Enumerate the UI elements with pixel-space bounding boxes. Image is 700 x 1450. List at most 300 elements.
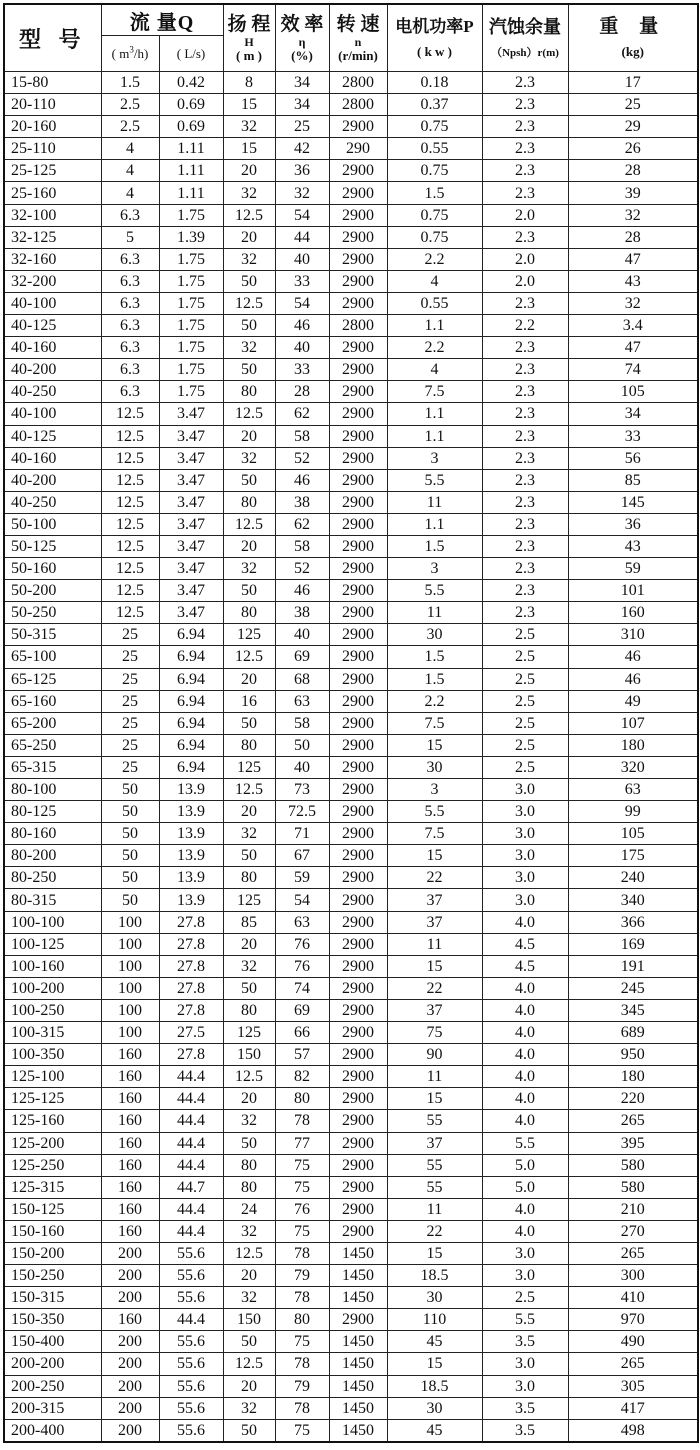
cell-model: 100-250	[4, 999, 101, 1021]
cell-flow-m3h: 6.3	[101, 359, 159, 381]
header-power-label: 电机功率P	[395, 17, 474, 36]
cell-model: 40-200	[4, 359, 101, 381]
cell-npsh: 5.0	[482, 1176, 568, 1198]
cell-efficiency: 62	[275, 513, 329, 535]
cell-weight: 46	[568, 646, 698, 668]
cell-flow-ls: 6.94	[159, 756, 223, 778]
cell-head: 15	[223, 94, 275, 116]
cell-power: 110	[387, 1309, 482, 1331]
cell-flow-ls: 3.47	[159, 425, 223, 447]
cell-model: 100-200	[4, 977, 101, 999]
cell-speed: 2900	[329, 535, 387, 557]
cell-head: 50	[223, 977, 275, 999]
header-model: 型 号	[4, 4, 101, 72]
cell-speed: 2900	[329, 801, 387, 823]
cell-weight: 210	[568, 1198, 698, 1220]
table-row	[4, 933, 698, 955]
cell-efficiency: 78	[275, 1287, 329, 1309]
cell-efficiency: 52	[275, 447, 329, 469]
cell-weight: 265	[568, 1242, 698, 1264]
header-efficiency-unit: (%)	[291, 48, 313, 63]
cell-flow-m3h: 12.5	[101, 558, 159, 580]
cell-npsh: 3.0	[482, 1242, 568, 1264]
cell-power: 45	[387, 1331, 482, 1353]
cell-weight: 490	[568, 1331, 698, 1353]
cell-flow-ls: 0.69	[159, 94, 223, 116]
cell-head: 80	[223, 1154, 275, 1176]
cell-model: 50-200	[4, 580, 101, 602]
cell-head: 80	[223, 491, 275, 513]
header-npsh-unit: （Npsh）r(m)	[491, 47, 559, 59]
header-head-label: 扬 程	[227, 14, 271, 35]
cell-head: 50	[223, 1132, 275, 1154]
header-efficiency-units	[276, 36, 329, 62]
cell-flow-m3h: 160	[101, 1110, 159, 1132]
cell-head: 150	[223, 1044, 275, 1066]
table-row	[4, 270, 698, 292]
cell-flow-m3h: 160	[101, 1176, 159, 1198]
cell-efficiency: 40	[275, 756, 329, 778]
cell-weight: 26	[568, 138, 698, 160]
cell-model: 125-200	[4, 1132, 101, 1154]
cell-flow-m3h: 5	[101, 226, 159, 248]
cell-weight: 191	[568, 955, 698, 977]
cell-model: 50-100	[4, 513, 101, 535]
cell-speed: 2900	[329, 823, 387, 845]
cell-npsh: 4.0	[482, 1066, 568, 1088]
cell-model: 65-315	[4, 756, 101, 778]
cell-model: 40-200	[4, 469, 101, 491]
cell-model: 100-315	[4, 1022, 101, 1044]
cell-flow-ls: 13.9	[159, 867, 223, 889]
table-row	[4, 734, 698, 756]
cell-flow-ls: 6.94	[159, 624, 223, 646]
cell-efficiency: 40	[275, 248, 329, 270]
cell-head: 15	[223, 138, 275, 160]
table-row	[4, 1331, 698, 1353]
cell-weight: 59	[568, 558, 698, 580]
cell-weight: 3.4	[568, 315, 698, 337]
cell-head: 80	[223, 999, 275, 1021]
header-efficiency-symbol: η	[298, 35, 306, 49]
cell-head: 12.5	[223, 204, 275, 226]
cell-flow-ls: 1.11	[159, 138, 223, 160]
cell-model: 125-125	[4, 1088, 101, 1110]
cell-flow-m3h: 200	[101, 1331, 159, 1353]
cell-weight: 180	[568, 734, 698, 756]
cell-model: 150-200	[4, 1242, 101, 1264]
cell-speed: 2900	[329, 1022, 387, 1044]
cell-weight: 28	[568, 226, 698, 248]
cell-head: 50	[223, 315, 275, 337]
cell-model: 40-100	[4, 292, 101, 314]
cell-power: 3	[387, 558, 482, 580]
cell-flow-m3h: 6.3	[101, 248, 159, 270]
cell-flow-ls: 3.47	[159, 513, 223, 535]
cell-weight: 49	[568, 690, 698, 712]
cell-npsh: 2.3	[482, 491, 568, 513]
cell-power: 15	[387, 1242, 482, 1264]
cell-power: 22	[387, 977, 482, 999]
cell-flow-m3h: 6.3	[101, 381, 159, 403]
table-row	[4, 116, 698, 138]
cell-efficiency: 82	[275, 1066, 329, 1088]
cell-flow-m3h: 200	[101, 1265, 159, 1287]
cell-head: 80	[223, 602, 275, 624]
cell-npsh: 2.3	[482, 94, 568, 116]
cell-npsh: 2.5	[482, 756, 568, 778]
cell-npsh: 2.3	[482, 292, 568, 314]
cell-flow-ls: 1.75	[159, 248, 223, 270]
cell-power: 55	[387, 1110, 482, 1132]
cell-weight: 180	[568, 1066, 698, 1088]
cell-model: 32-100	[4, 204, 101, 226]
cell-efficiency: 75	[275, 1220, 329, 1242]
table-row	[4, 712, 698, 734]
cell-npsh: 5.0	[482, 1154, 568, 1176]
cell-npsh: 2.3	[482, 513, 568, 535]
cell-npsh: 3.0	[482, 779, 568, 801]
cell-flow-ls: 3.47	[159, 602, 223, 624]
cell-weight: 17	[568, 72, 698, 94]
cell-weight: 63	[568, 779, 698, 801]
cell-power: 5.5	[387, 580, 482, 602]
cell-speed: 1450	[329, 1353, 387, 1375]
cell-npsh: 2.3	[482, 381, 568, 403]
cell-head: 12.5	[223, 403, 275, 425]
cell-npsh: 2.2	[482, 315, 568, 337]
cell-power: 30	[387, 1287, 482, 1309]
header-speed-label: 转 速	[336, 14, 380, 35]
cell-weight: 240	[568, 867, 698, 889]
cell-flow-m3h: 12.5	[101, 447, 159, 469]
cell-npsh: 2.3	[482, 116, 568, 138]
cell-model: 150-125	[4, 1198, 101, 1220]
cell-flow-ls: 6.94	[159, 712, 223, 734]
cell-npsh: 4.0	[482, 977, 568, 999]
cell-flow-ls: 3.47	[159, 447, 223, 469]
cell-head: 20	[223, 160, 275, 182]
cell-npsh: 2.3	[482, 447, 568, 469]
cell-npsh: 2.3	[482, 403, 568, 425]
cell-flow-m3h: 4	[101, 160, 159, 182]
cell-flow-ls: 55.6	[159, 1375, 223, 1397]
cell-power: 1.5	[387, 646, 482, 668]
cell-npsh: 5.5	[482, 1132, 568, 1154]
header-power	[387, 4, 482, 72]
cell-efficiency: 63	[275, 911, 329, 933]
cell-speed: 1450	[329, 1331, 387, 1353]
cell-speed: 2900	[329, 911, 387, 933]
table-row	[4, 889, 698, 911]
cell-speed: 2900	[329, 1309, 387, 1331]
cell-speed: 2900	[329, 867, 387, 889]
cell-head: 8	[223, 72, 275, 94]
cell-speed: 2900	[329, 116, 387, 138]
cell-speed: 2900	[329, 491, 387, 513]
cell-head: 16	[223, 690, 275, 712]
cell-efficiency: 57	[275, 1044, 329, 1066]
cell-flow-m3h: 200	[101, 1375, 159, 1397]
header-weight	[568, 4, 698, 72]
cell-power: 55	[387, 1154, 482, 1176]
cell-speed: 2900	[329, 668, 387, 690]
cell-model: 40-125	[4, 315, 101, 337]
cell-npsh: 4.0	[482, 1110, 568, 1132]
table-row	[4, 1066, 698, 1088]
header-weight-unit: (kg)	[621, 44, 644, 59]
cell-head: 32	[223, 1220, 275, 1242]
header-speed	[329, 4, 387, 72]
cell-speed: 2900	[329, 712, 387, 734]
table-row	[4, 359, 698, 381]
cell-flow-m3h: 100	[101, 955, 159, 977]
cell-efficiency: 54	[275, 204, 329, 226]
cell-power: 55	[387, 1176, 482, 1198]
cell-flow-m3h: 200	[101, 1397, 159, 1419]
cell-head: 20	[223, 668, 275, 690]
cell-weight: 265	[568, 1353, 698, 1375]
cell-power: 11	[387, 1198, 482, 1220]
cell-weight: 580	[568, 1154, 698, 1176]
cell-power: 30	[387, 756, 482, 778]
cell-weight: 47	[568, 248, 698, 270]
cell-head: 85	[223, 911, 275, 933]
cell-flow-m3h: 6.3	[101, 204, 159, 226]
cell-weight: 417	[568, 1397, 698, 1419]
cell-flow-ls: 55.6	[159, 1287, 223, 1309]
cell-power: 3	[387, 447, 482, 469]
cell-efficiency: 33	[275, 359, 329, 381]
cell-flow-m3h: 100	[101, 999, 159, 1021]
cell-model: 40-125	[4, 425, 101, 447]
cell-npsh: 2.3	[482, 182, 568, 204]
cell-model: 150-350	[4, 1309, 101, 1331]
cell-npsh: 4.0	[482, 999, 568, 1021]
cell-power: 15	[387, 1088, 482, 1110]
cell-power: 75	[387, 1022, 482, 1044]
cell-head: 32	[223, 1287, 275, 1309]
cell-flow-m3h: 2.5	[101, 94, 159, 116]
cell-head: 32	[223, 1110, 275, 1132]
cell-npsh: 2.3	[482, 535, 568, 557]
cell-speed: 2900	[329, 204, 387, 226]
cell-flow-m3h: 50	[101, 779, 159, 801]
cell-flow-ls: 1.39	[159, 226, 223, 248]
cell-weight: 32	[568, 292, 698, 314]
cell-model: 20-110	[4, 94, 101, 116]
cell-weight: 101	[568, 580, 698, 602]
cell-efficiency: 54	[275, 292, 329, 314]
header-efficiency-label: 效 率	[280, 14, 324, 35]
cell-flow-m3h: 160	[101, 1309, 159, 1331]
cell-power: 15	[387, 734, 482, 756]
cell-speed: 2900	[329, 1110, 387, 1132]
cell-weight: 366	[568, 911, 698, 933]
cell-model: 20-160	[4, 116, 101, 138]
cell-head: 80	[223, 1176, 275, 1198]
cell-efficiency: 76	[275, 955, 329, 977]
cell-weight: 220	[568, 1088, 698, 1110]
table-row	[4, 1088, 698, 1110]
table-row	[4, 403, 698, 425]
cell-speed: 2900	[329, 160, 387, 182]
header-power-unit: ( k w )	[416, 44, 453, 59]
cell-weight: 245	[568, 977, 698, 999]
cell-flow-m3h: 50	[101, 823, 159, 845]
cell-flow-m3h: 50	[101, 801, 159, 823]
cell-head: 20	[223, 1088, 275, 1110]
cell-model: 150-160	[4, 1220, 101, 1242]
cell-flow-m3h: 12.5	[101, 513, 159, 535]
cell-flow-m3h: 50	[101, 867, 159, 889]
cell-efficiency: 66	[275, 1022, 329, 1044]
cell-weight: 34	[568, 403, 698, 425]
cell-head: 12.5	[223, 1066, 275, 1088]
cell-efficiency: 76	[275, 933, 329, 955]
cell-model: 32-125	[4, 226, 101, 248]
cell-power: 7.5	[387, 712, 482, 734]
cell-power: 1.5	[387, 182, 482, 204]
cell-power: 15	[387, 955, 482, 977]
cell-npsh: 3.0	[482, 823, 568, 845]
cell-weight: 498	[568, 1419, 698, 1442]
cell-npsh: 2.3	[482, 602, 568, 624]
table-row	[4, 558, 698, 580]
cell-power: 2.2	[387, 248, 482, 270]
table-row	[4, 646, 698, 668]
cell-speed: 2900	[329, 602, 387, 624]
cell-speed: 2900	[329, 1132, 387, 1154]
cell-speed: 2900	[329, 1044, 387, 1066]
cell-head: 32	[223, 337, 275, 359]
cell-model: 100-100	[4, 911, 101, 933]
header-head-unit: ( m )	[236, 48, 262, 63]
cell-flow-m3h: 160	[101, 1220, 159, 1242]
cell-efficiency: 34	[275, 94, 329, 116]
header-speed-symbol: n	[354, 35, 362, 49]
cell-speed: 2900	[329, 889, 387, 911]
cell-npsh: 2.3	[482, 469, 568, 491]
cell-efficiency: 68	[275, 668, 329, 690]
table-row	[4, 756, 698, 778]
cell-head: 32	[223, 182, 275, 204]
cell-efficiency: 58	[275, 535, 329, 557]
cell-head: 32	[223, 447, 275, 469]
cell-flow-ls: 1.11	[159, 160, 223, 182]
cell-flow-ls: 6.94	[159, 690, 223, 712]
cell-speed: 2900	[329, 513, 387, 535]
cell-flow-ls: 44.4	[159, 1088, 223, 1110]
cell-head: 12.5	[223, 292, 275, 314]
cell-power: 0.75	[387, 160, 482, 182]
cell-flow-ls: 1.75	[159, 381, 223, 403]
header-npsh-label: 汽蚀余量	[489, 17, 561, 37]
cell-efficiency: 62	[275, 403, 329, 425]
cell-efficiency: 42	[275, 138, 329, 160]
cell-head: 20	[223, 801, 275, 823]
cell-model: 80-160	[4, 823, 101, 845]
cell-speed: 2900	[329, 425, 387, 447]
cell-efficiency: 67	[275, 845, 329, 867]
cell-model: 32-160	[4, 248, 101, 270]
cell-npsh: 3.0	[482, 801, 568, 823]
table-row	[4, 779, 698, 801]
cell-speed: 2900	[329, 977, 387, 999]
cell-head: 50	[223, 845, 275, 867]
cell-efficiency: 72.5	[275, 801, 329, 823]
cell-weight: 43	[568, 270, 698, 292]
cell-npsh: 3.0	[482, 845, 568, 867]
cell-flow-m3h: 25	[101, 756, 159, 778]
cell-head: 32	[223, 955, 275, 977]
cell-flow-ls: 27.8	[159, 955, 223, 977]
cell-weight: 32	[568, 204, 698, 226]
cell-flow-ls: 44.4	[159, 1309, 223, 1331]
cell-model: 150-250	[4, 1265, 101, 1287]
table-row	[4, 447, 698, 469]
cell-model: 40-250	[4, 491, 101, 513]
cell-flow-ls: 6.94	[159, 668, 223, 690]
cell-flow-ls: 1.75	[159, 315, 223, 337]
cell-weight: 175	[568, 845, 698, 867]
cell-speed: 2900	[329, 955, 387, 977]
cell-model: 65-125	[4, 668, 101, 690]
cell-model: 65-160	[4, 690, 101, 712]
cell-efficiency: 80	[275, 1088, 329, 1110]
table-row	[4, 668, 698, 690]
cell-weight: 28	[568, 160, 698, 182]
cell-flow-ls: 13.9	[159, 823, 223, 845]
cell-weight: 345	[568, 999, 698, 1021]
header-npsh	[482, 4, 568, 72]
cell-speed: 2900	[329, 359, 387, 381]
cell-power: 4	[387, 270, 482, 292]
cell-head: 32	[223, 116, 275, 138]
cell-efficiency: 32	[275, 182, 329, 204]
cell-flow-m3h: 12.5	[101, 491, 159, 513]
cell-efficiency: 25	[275, 116, 329, 138]
cell-model: 200-315	[4, 1397, 101, 1419]
cell-npsh: 2.5	[482, 734, 568, 756]
cell-head: 50	[223, 1331, 275, 1353]
cell-weight: 25	[568, 94, 698, 116]
cell-flow-ls: 1.75	[159, 337, 223, 359]
cell-flow-m3h: 50	[101, 889, 159, 911]
cell-speed: 2900	[329, 1066, 387, 1088]
cell-flow-m3h: 100	[101, 933, 159, 955]
cell-speed: 1450	[329, 1287, 387, 1309]
cell-speed: 1450	[329, 1419, 387, 1442]
cell-speed: 2900	[329, 646, 387, 668]
table-row	[4, 624, 698, 646]
cell-flow-m3h: 100	[101, 977, 159, 999]
cell-power: 37	[387, 889, 482, 911]
cell-npsh: 4.5	[482, 933, 568, 955]
cell-npsh: 3.0	[482, 1265, 568, 1287]
table-row	[4, 491, 698, 513]
cell-power: 11	[387, 491, 482, 513]
cell-power: 4	[387, 359, 482, 381]
table-row	[4, 999, 698, 1021]
cell-speed: 2900	[329, 624, 387, 646]
cell-flow-ls: 27.8	[159, 911, 223, 933]
cell-model: 125-315	[4, 1176, 101, 1198]
table-row	[4, 955, 698, 977]
cell-power: 11	[387, 602, 482, 624]
cell-flow-ls: 3.47	[159, 469, 223, 491]
cell-power: 18.5	[387, 1375, 482, 1397]
